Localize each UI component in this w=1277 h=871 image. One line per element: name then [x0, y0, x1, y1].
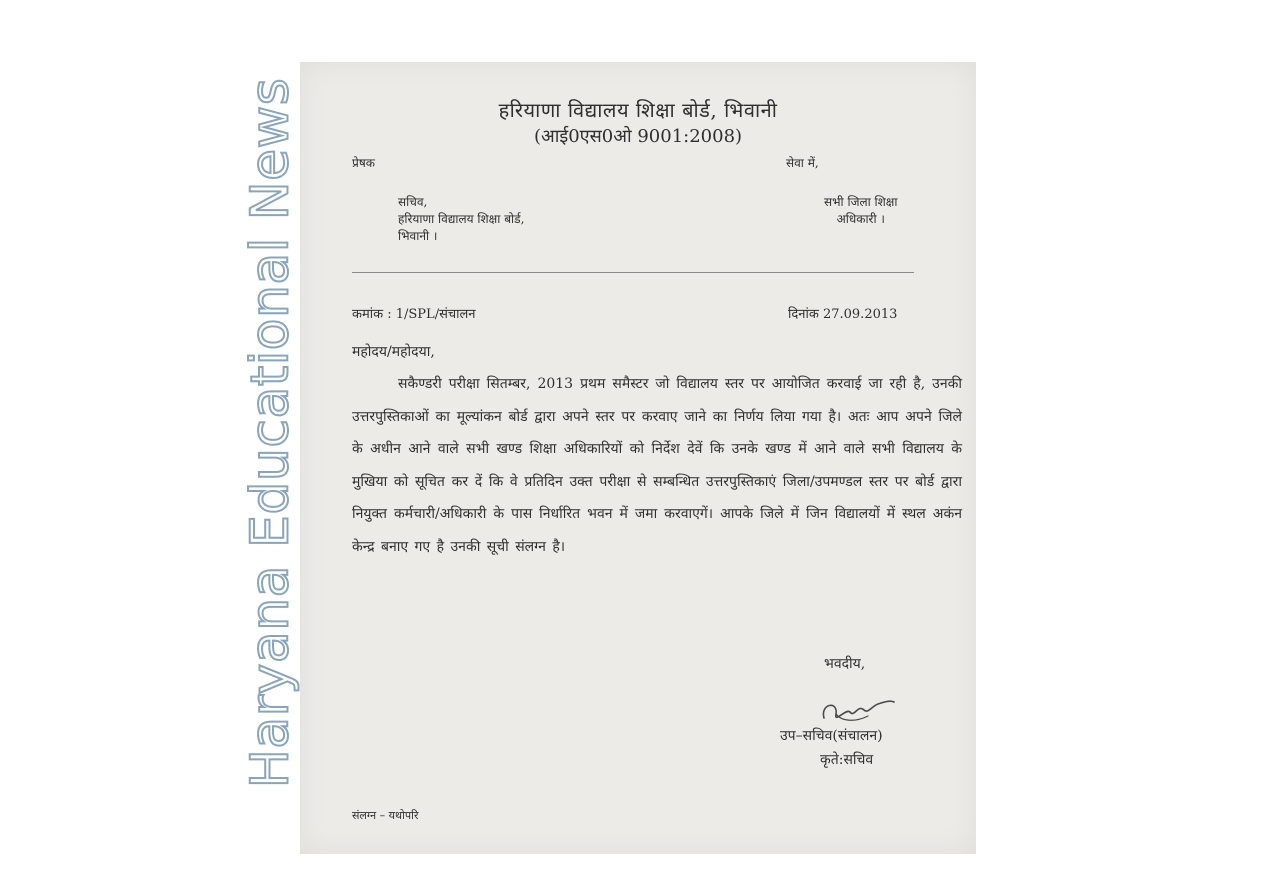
watermark — [240, 64, 301, 802]
letter-date: दिनांक 27.09.2013 — [788, 307, 898, 322]
closing: भवदीय, — [824, 656, 866, 672]
sender-label: प्रेषक — [352, 156, 375, 170]
divider — [352, 272, 914, 273]
recipient-line-2: अधिकारी । — [836, 212, 885, 226]
organization-title: हरियाणा विद्यालय शिक्षा बोर्ड, भिवानी — [498, 98, 778, 122]
certification-line: (आई0एस0ओ 9001:2008) — [533, 126, 743, 147]
watermark-text: Haryana Educational News — [240, 77, 301, 789]
enclosure-note: संलग्न – यथोपरि — [352, 809, 419, 822]
salutation: महोदय/महोदया, — [352, 344, 435, 360]
signature-image — [816, 694, 900, 730]
sender-address — [398, 194, 524, 245]
letter-body: सकैण्डरी परीक्षा सितम्बर, 2013 प्रथम समैस्टर जो विद्यालय स्तर पर आयोजित करवाई जा रही है, उनकी उत्तरपुस्तिकाओं का मूल्यांकन बोर्ड द्वारा अपने स्तर पर करवाए जाने का निर्णय लिया गया है। अतः आप अपने जिले के अधीन आने वाले सभी खण्ड शिक्षा अधिकारियों को निर्देश देवें कि उनके खण्ड में आने वाले सभी विद्यालय के मुखिया को सूचित कर दें कि वे प्रतिदिन उक्त परीक्षा से सम्बन्धित उत्तरपुस्तिकाएं जिला/उपमण्डल स्तर पर बोर्ड द्वारा नियुक्त कर्मचारी/अधिकारी के पास निर्धारित भवन में जमा करवाएगें। आपके जिले में जिन विद्यालयों में स्थल अकंन केन्द्र बनाए गए है उनकी सूची संलग्न है। — [352, 376, 963, 555]
sender-line-3: भिवानी । — [398, 229, 438, 243]
designation-line-1: उप–सचिव(संचालन) — [780, 728, 883, 744]
reference-number: कमांक : 1/SPL/संचालन — [352, 307, 476, 322]
sender-line-2: हरियाणा विद्यालय शिक्षा बोर्ड, — [398, 212, 525, 226]
to-label: सेवा में, — [786, 156, 819, 170]
recipient-address — [824, 194, 898, 228]
letter-document — [300, 62, 976, 854]
recipient-line-1: सभी जिला शिक्षा — [824, 195, 898, 209]
sender-line-1: सचिव, — [398, 195, 428, 209]
designation-line-2: कृते:सचिव — [820, 752, 874, 768]
